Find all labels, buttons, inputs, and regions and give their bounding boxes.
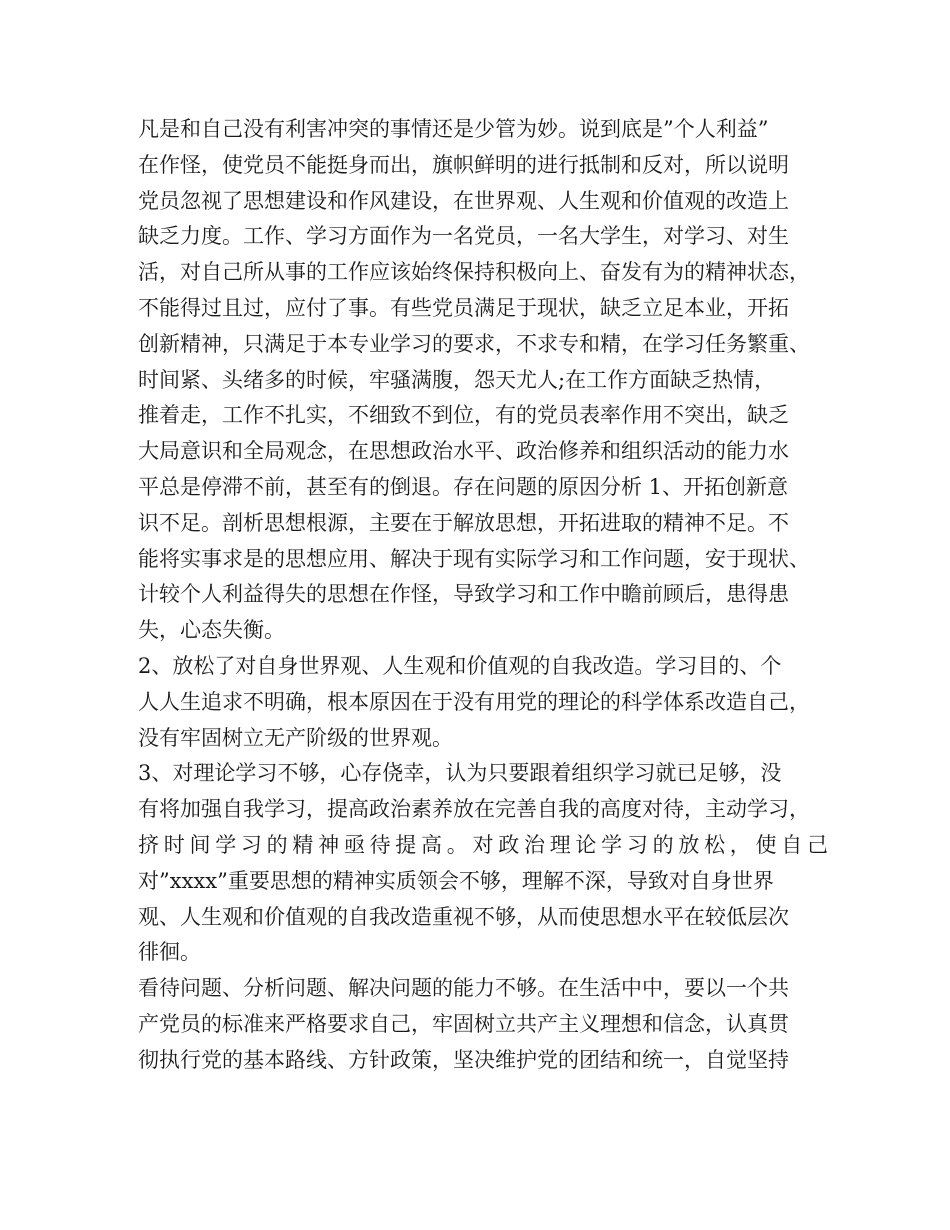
text-line: 对”xxxx”重要思想的精神实质领会不够，理解不深，导致对自身世界 xyxy=(138,868,774,893)
text-line: 在作怪，使党员不能挺身而出，旗帜鲜明的进行抵制和反对，所以说明 xyxy=(138,152,789,177)
text-line: 时间紧、头绪多的时候，牢骚满腹，怨天尤人;在工作方面缺乏热情， xyxy=(138,367,776,392)
text-line: 凡是和自己没有利害冲突的事情还是少管为妙。说到底是”个人利益” xyxy=(138,117,769,141)
text-line: 有将加强自我学习，提高政治素养放在完善自我的高度对待，主动学习， xyxy=(138,797,810,822)
text-line: 能将实事求是的思想应用、解决于现有实际学习和工作问题，安于现状、 xyxy=(138,546,810,571)
text-line: 不能得过且过，应付了事。有些党员满足于现状，缺乏立足本业，开拓 xyxy=(138,295,789,320)
text-line: 党员忽视了思想建设和作风建设，在世界观、人生观和价值观的改造上 xyxy=(138,188,789,213)
text-line: 彻执行党的基本路线、方针政策，坚决维护党的团结和统一，自觉坚持 xyxy=(138,1047,789,1072)
text-line: 缺乏力度。工作、学习方面作为一名党员，一名大学生，对学习、对生 xyxy=(138,224,789,249)
text-line: 产党员的标准来严格要求自己，牢固树立共产主义理想和信念，认真贯 xyxy=(138,1011,789,1036)
text-line: 看待问题、分析问题、解决问题的能力不够。在生活中中，要以一个共 xyxy=(138,976,789,1001)
text-line: 3、对理论学习不够，心存侥幸，认为只要跟着组织学习就已足够，没 xyxy=(138,761,782,786)
text-line: 人人生追求不明确，根本原因在于没有用党的理论的科学体系改造自己， xyxy=(138,689,810,714)
text-line: 平总是停滞不前，甚至有的倒退。存在问题的原因分析 1、开拓创新意 xyxy=(138,474,789,499)
text-line: 2、放松了对自身世界观、人生观和价值观的自我改造。学习目的、个 xyxy=(138,653,782,678)
text-line: 没有牢固树立无产阶级的世界观。 xyxy=(138,725,453,750)
text-line: 失，心态失衡。 xyxy=(138,618,285,643)
text-line: 推着走，工作不扎实，不细致不到位，有的党员表率作用不突出，缺乏 xyxy=(138,403,789,428)
text-line: 活，对自己所从事的工作应该始终保持积极向上、奋发有为的精神状态， xyxy=(138,260,810,285)
text-line: 观、人生观和价值观的自我改造重视不够，从而使思想水平在较低层次 xyxy=(138,904,789,929)
text-line: 徘徊。 xyxy=(138,940,201,965)
text-line: 创新精神，只满足于本专业学习的要求，不求专和精，在学习任务繁重、 xyxy=(138,331,810,356)
document-body xyxy=(138,112,828,1079)
text-line: 挤时间学习的精神亟待提高。对政治理论学习的放松，使自己 xyxy=(138,832,828,857)
text-line: 识不足。剖析思想根源，主要在于解放思想，开拓进取的精神不足。不 xyxy=(138,510,789,535)
text-line: 大局意识和全局观念，在思想政治水平、政治修养和组织活动的能力水 xyxy=(138,439,789,464)
text-line: 计较个人利益得失的思想在作怪，导致学习和工作中瞻前顾后，患得患 xyxy=(138,582,789,607)
